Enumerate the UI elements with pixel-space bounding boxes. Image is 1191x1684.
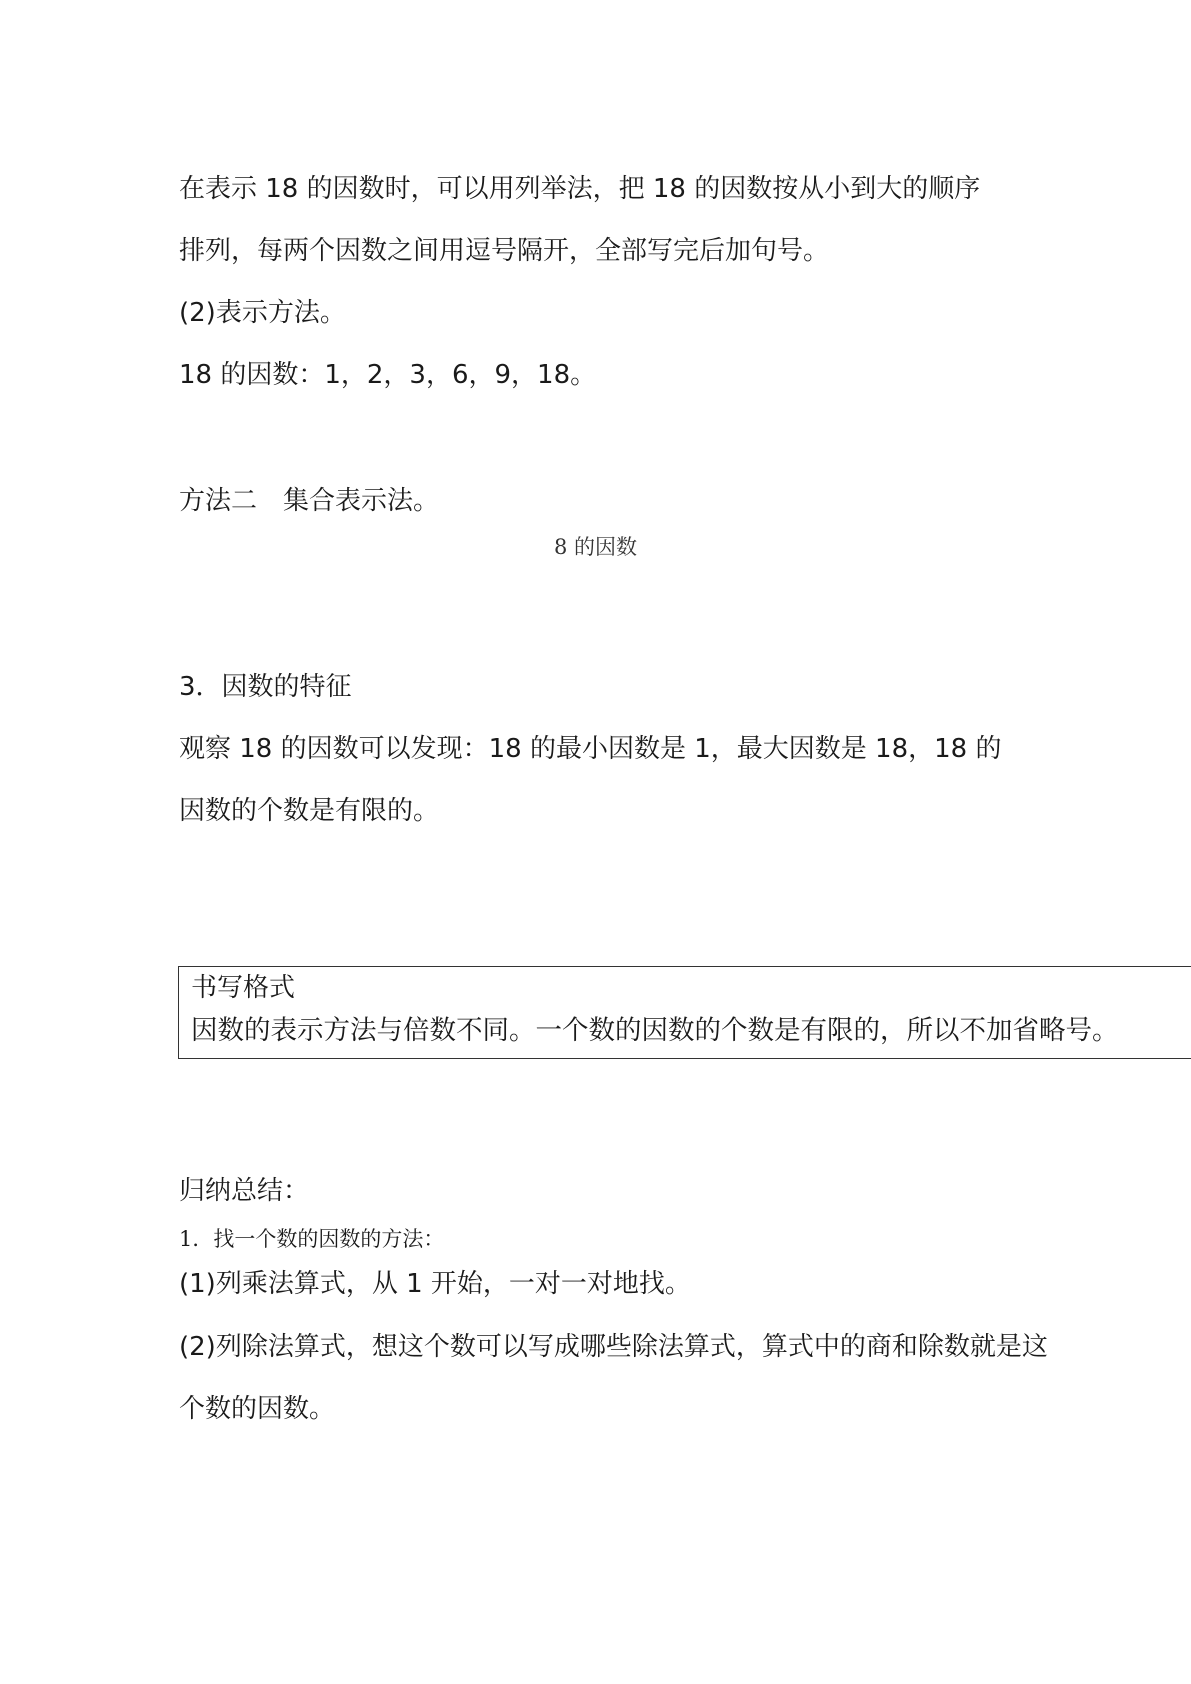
method-label: (2)表示方法。 [179, 298, 346, 328]
format-box-title: 书写格式 [191, 973, 296, 1003]
format-box-body: 因数的表示方法与倍数不同。一个数的因数的个数是有限的，所以不加省略号。 [191, 1015, 1119, 1046]
set-caption: 8 的因数 [553, 535, 638, 559]
paragraph-line: 排列，每两个因数之间用逗号隔开，全部写完后加句号。 [179, 236, 830, 266]
summary-subitem: (2)列除法算式，想这个数可以写成哪些除法算式，算式中的商和除数就是这 [179, 1332, 1048, 1362]
method-heading: 方法二 集合表示法。 [179, 486, 440, 516]
format-box [178, 966, 1191, 1059]
summary-heading: 归纳总结： [179, 1176, 310, 1206]
paragraph-line: 因数的个数是有限的。 [179, 796, 440, 826]
summary-subitem: (1)列乘法算式，从 1 开始，一对一对地找。 [179, 1269, 691, 1299]
section-heading: 3．因数的特征 [179, 672, 352, 702]
paragraph-line: 在表示 18 的因数时，可以用列举法，把 18 的因数按从小到大的顺序 [179, 174, 981, 204]
paragraph-line: 观察 18 的因数可以发现：18 的最小因数是 1，最大因数是 18，18 的 [179, 734, 1002, 764]
summary-subitem: 个数的因数。 [179, 1394, 336, 1424]
factors-list: 18 的因数：1，2，3，6，9，18。 [179, 360, 597, 390]
summary-item: 1．找一个数的因数的方法： [179, 1227, 445, 1251]
